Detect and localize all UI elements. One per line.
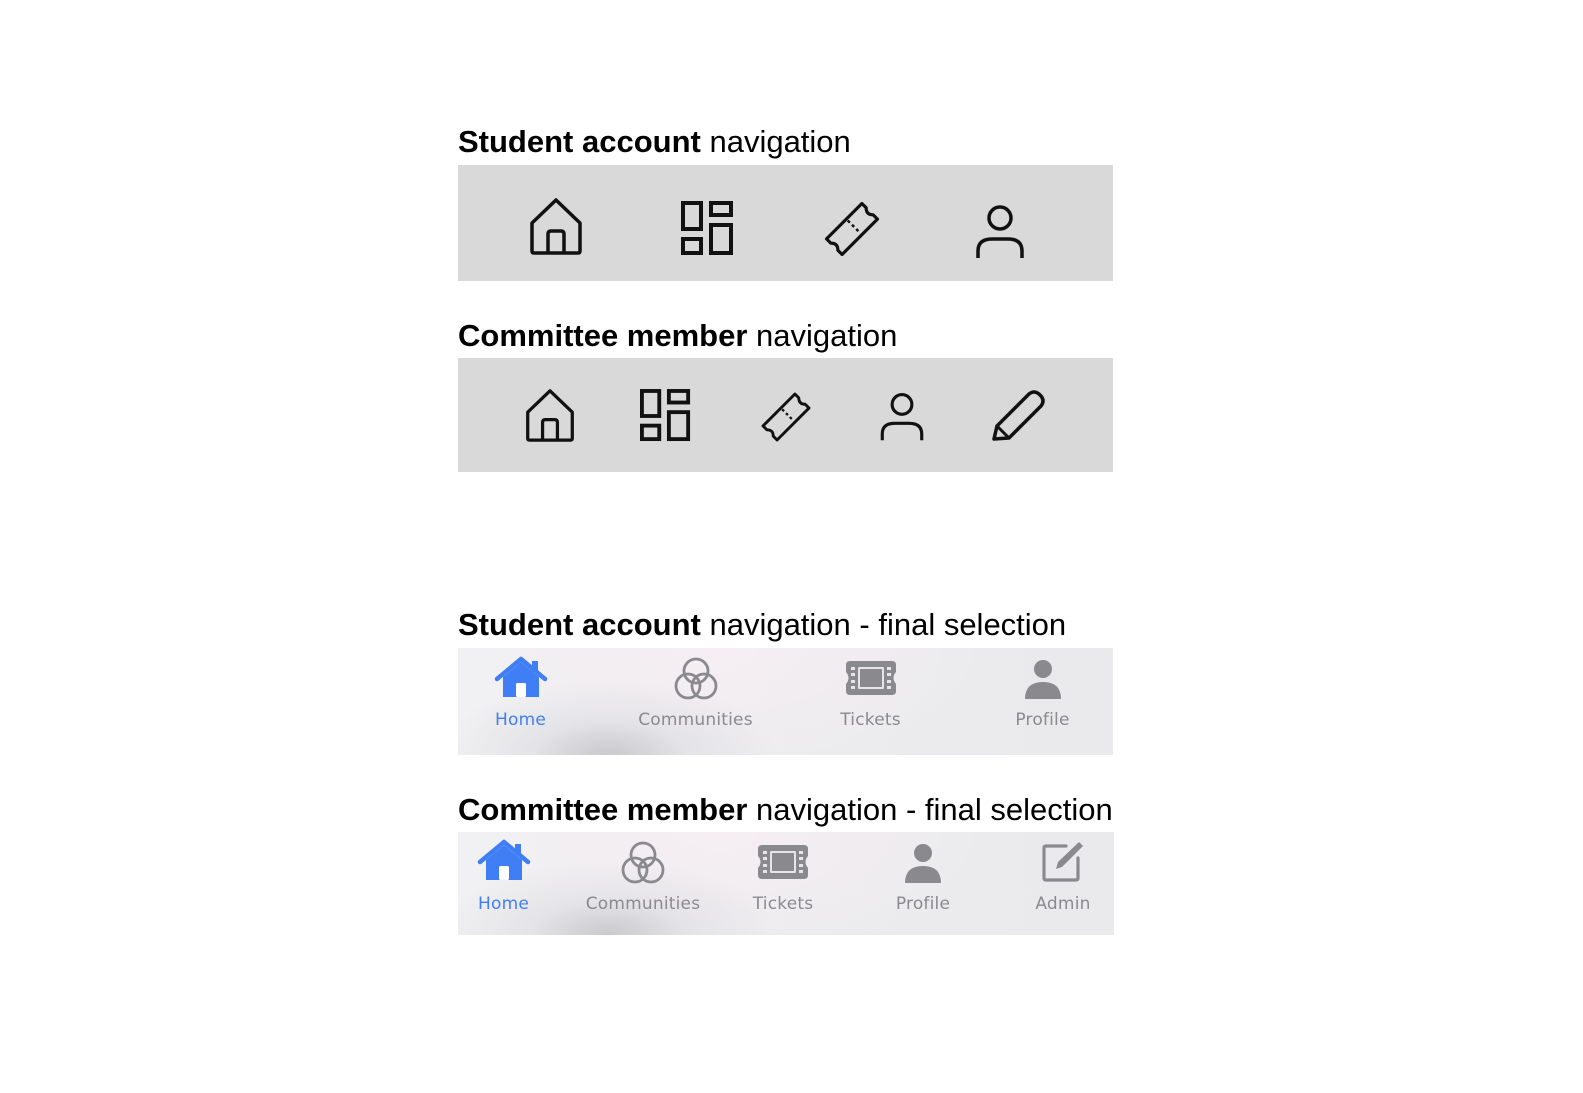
dashboard-grid-icon[interactable] xyxy=(681,201,735,257)
tab-tickets-label: Tickets xyxy=(752,894,814,914)
person-filled-icon xyxy=(903,842,943,884)
section-title-student-navigation xyxy=(458,126,851,157)
tab-communities-label: Communities xyxy=(638,710,753,730)
person-filled-icon xyxy=(1023,658,1063,700)
tab-profile-label: Profile xyxy=(895,894,951,914)
title-bold: Student account xyxy=(458,607,701,642)
tab-communities-label: Communities xyxy=(585,894,701,914)
person-outline-icon[interactable] xyxy=(974,203,1026,261)
dashboard-grid-icon[interactable] xyxy=(640,389,692,443)
film-ticket-icon xyxy=(756,843,810,881)
tab-profile[interactable] xyxy=(868,832,978,935)
tab-profile-label: Profile xyxy=(1015,710,1070,730)
title-bold: Committee member xyxy=(458,792,748,827)
tab-admin[interactable] xyxy=(1008,832,1118,935)
tab-tickets-label: Tickets xyxy=(840,710,901,730)
ticket-outline-icon[interactable] xyxy=(821,198,883,260)
tab-profile[interactable] xyxy=(980,648,1105,755)
house-filled-icon xyxy=(477,838,531,884)
compose-square-icon xyxy=(1040,840,1086,884)
home-outline-icon[interactable] xyxy=(528,196,584,256)
tab-tickets[interactable] xyxy=(808,648,933,755)
title-bold: Committee member xyxy=(458,318,748,353)
ticket-outline-icon[interactable] xyxy=(758,389,814,445)
tab-home[interactable] xyxy=(458,648,583,755)
title-rest: navigation xyxy=(700,124,851,159)
tab-communities[interactable] xyxy=(623,648,768,755)
pencil-icon[interactable] xyxy=(989,388,1047,444)
student-wireframe-nav-bar xyxy=(458,165,1113,281)
tab-admin-label: Admin xyxy=(1035,894,1091,914)
overlapping-circles-icon xyxy=(672,656,720,704)
title-rest: navigation - final selection xyxy=(700,607,1067,642)
tab-home-label: Home xyxy=(494,710,546,730)
film-ticket-icon xyxy=(844,659,898,697)
tab-home[interactable] xyxy=(458,832,549,935)
section-title-committee-final xyxy=(458,794,1113,825)
tab-communities[interactable] xyxy=(573,832,713,935)
committee-final-tab-bar xyxy=(458,832,1114,935)
section-title-committee-navigation xyxy=(458,320,897,351)
tab-home-label: Home xyxy=(477,894,529,914)
section-title-student-final xyxy=(458,609,1066,640)
person-outline-icon[interactable] xyxy=(878,391,926,443)
house-filled-icon xyxy=(494,655,548,701)
title-rest: navigation - final selection xyxy=(747,792,1113,827)
student-final-tab-bar xyxy=(458,648,1113,755)
committee-wireframe-nav-bar xyxy=(458,358,1113,472)
home-outline-icon[interactable] xyxy=(524,387,576,443)
overlapping-circles-icon xyxy=(619,840,667,888)
title-bold: Student account xyxy=(458,124,701,159)
title-rest: navigation xyxy=(747,318,898,353)
tab-tickets[interactable] xyxy=(728,832,838,935)
